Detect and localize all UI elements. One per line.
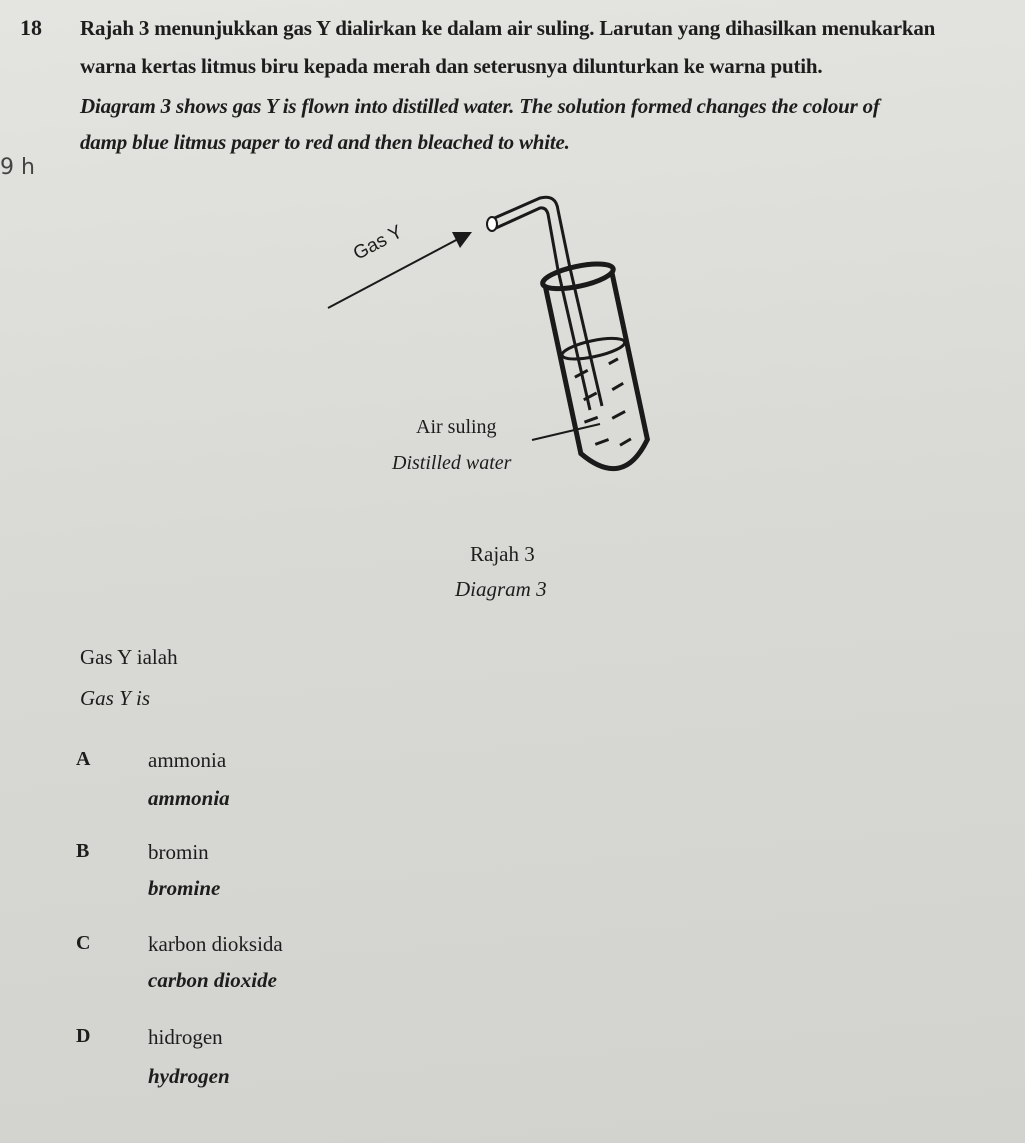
margin-scribble: 9 h	[0, 155, 35, 180]
distilled-water-label-english: Distilled water	[392, 452, 512, 474]
prompt-english: Gas Y is	[80, 686, 151, 710]
question-text-malay-line2: warna kertas litmus biru kepada merah dan seterusnya dilunturkan ke warna putih.	[80, 54, 823, 78]
option-a-english: ammonia	[148, 786, 230, 810]
question-text-english-line2: damp blue litmus paper to red and then bleached to white.	[80, 130, 570, 154]
prompt-malay: Gas Y ialah	[80, 645, 178, 669]
test-tube	[541, 259, 654, 475]
option-c-letter: C	[76, 932, 91, 954]
water-dashes	[573, 359, 636, 452]
delivery-tube	[490, 197, 570, 270]
option-a-letter: A	[76, 748, 91, 770]
option-d-letter: D	[76, 1025, 91, 1047]
option-c-malay: karbon dioksida	[148, 932, 283, 956]
gas-pointer-line	[328, 238, 460, 308]
water-pointer-line	[532, 424, 600, 440]
diagram-caption-malay: Rajah 3	[470, 542, 535, 566]
option-b-malay: bromin	[148, 840, 209, 864]
test-tube-rim	[541, 259, 616, 294]
diagram-caption-english: Diagram 3	[455, 577, 547, 601]
question-number: 18	[20, 15, 42, 40]
option-b-letter: B	[76, 840, 90, 862]
distilled-water-label-malay: Air suling	[416, 416, 497, 438]
option-c-english: carbon dioxide	[148, 968, 277, 992]
option-b-english: bromine	[148, 876, 221, 900]
gas-y-label: Gas Y	[350, 221, 407, 265]
tube-opening	[487, 217, 497, 231]
option-d-malay: hidrogen	[148, 1025, 223, 1049]
option-d-english: hydrogen	[148, 1064, 230, 1088]
question-text-malay-line1: Rajah 3 menunjukkan gas Y dialirkan ke dalam air suling. Larutan yang dihasilkan menukarkan	[80, 16, 936, 40]
question-text-english-line1: Diagram 3 shows gas Y is flown into distilled water. The solution formed changes the colour of	[80, 94, 880, 118]
option-a-malay: ammonia	[148, 748, 227, 772]
